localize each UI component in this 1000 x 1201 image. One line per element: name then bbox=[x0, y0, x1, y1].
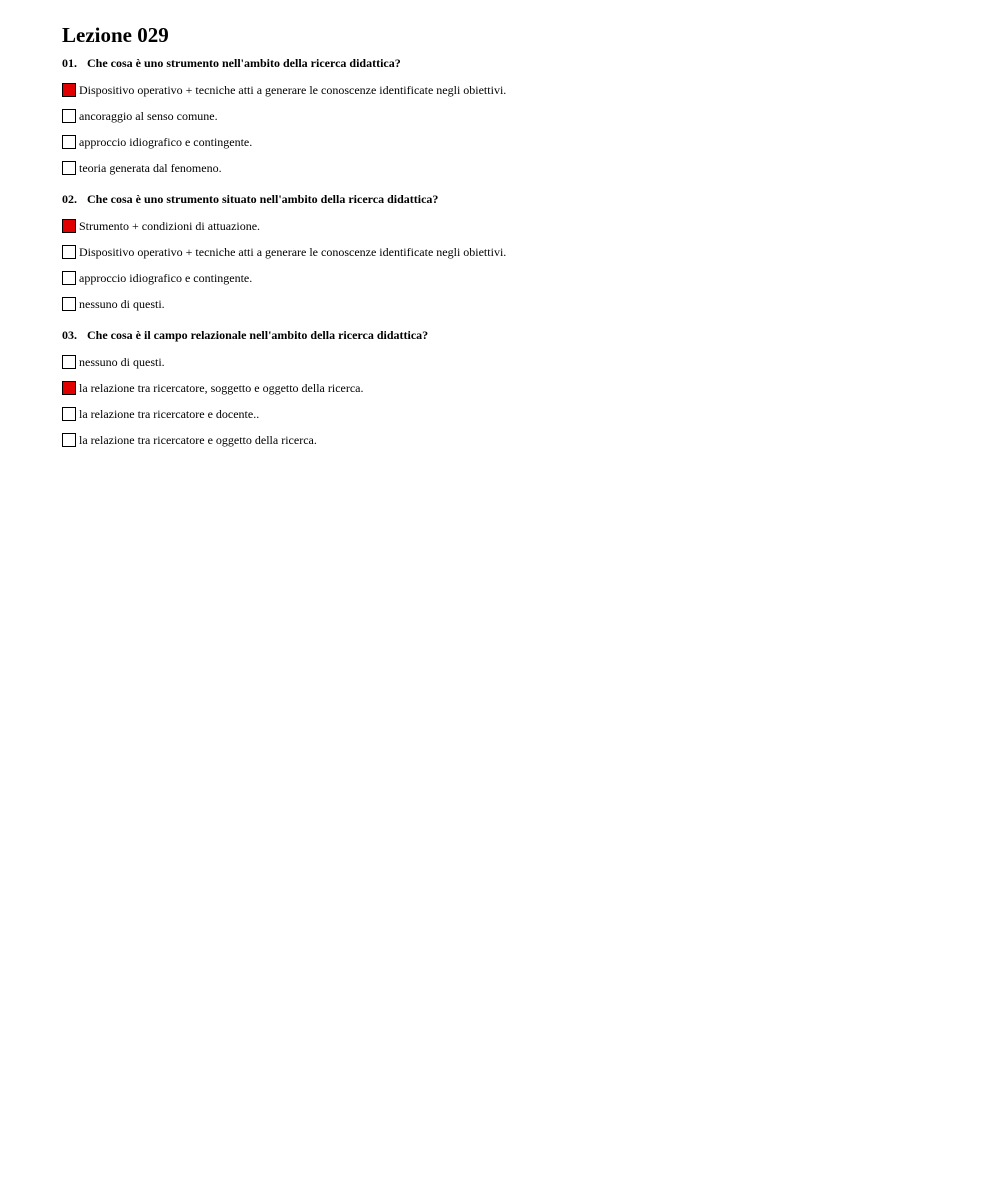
checkbox-icon[interactable] bbox=[62, 433, 76, 447]
answer-option[interactable] bbox=[62, 296, 962, 312]
question-header bbox=[62, 190, 962, 208]
answer-text: ancoraggio al senso comune. bbox=[79, 109, 218, 123]
checkbox-icon[interactable] bbox=[62, 245, 76, 259]
answer-text: approccio idiografico e contingente. bbox=[79, 271, 253, 285]
answer-text: Dispositivo operativo + tecniche atti a generare le conoscenze identificate negli obiettivi. bbox=[79, 245, 507, 259]
answer-option[interactable] bbox=[62, 380, 962, 396]
answer-text: la relazione tra ricercatore e docente.. bbox=[79, 407, 260, 421]
answer-text: Strumento + condizioni di attuazione. bbox=[79, 219, 261, 233]
checkbox-icon[interactable] bbox=[62, 83, 76, 97]
answer-option[interactable] bbox=[62, 218, 962, 234]
answer-option[interactable] bbox=[62, 108, 962, 124]
answer-text: Dispositivo operativo + tecniche atti a generare le conoscenze identificate negli obiettivi. bbox=[79, 83, 507, 97]
question-text: Che cosa è uno strumento nell'ambito della ricerca didattica? bbox=[87, 56, 401, 70]
question-number: 01. bbox=[62, 56, 77, 70]
checkbox-icon[interactable] bbox=[62, 109, 76, 123]
question-text: Che cosa è uno strumento situato nell'ambito della ricerca didattica? bbox=[87, 192, 439, 206]
checkbox-icon[interactable] bbox=[62, 219, 76, 233]
answer-option[interactable] bbox=[62, 406, 962, 422]
answer-text: la relazione tra ricercatore, soggetto e oggetto della ricerca. bbox=[79, 381, 364, 395]
question-header bbox=[62, 54, 962, 72]
answer-text: nessuno di questi. bbox=[79, 297, 165, 311]
checkbox-icon[interactable] bbox=[62, 135, 76, 149]
answer-option[interactable] bbox=[62, 134, 962, 150]
answer-option[interactable] bbox=[62, 244, 962, 260]
page-title: Lezione 029 bbox=[62, 23, 169, 47]
checkbox-icon[interactable] bbox=[62, 297, 76, 311]
answer-option[interactable] bbox=[62, 354, 962, 370]
question-number: 02. bbox=[62, 192, 77, 206]
question-text: Che cosa è il campo relazionale nell'ambito della ricerca didattica? bbox=[87, 328, 429, 342]
question-number: 03. bbox=[62, 328, 77, 342]
question-02 bbox=[62, 190, 962, 312]
question-01 bbox=[62, 54, 962, 176]
answer-option[interactable] bbox=[62, 160, 962, 176]
question-header bbox=[62, 326, 962, 344]
quiz-page bbox=[62, 22, 962, 448]
answer-text: la relazione tra ricercatore e oggetto della ricerca. bbox=[79, 433, 317, 447]
checkbox-icon[interactable] bbox=[62, 161, 76, 175]
answer-option[interactable] bbox=[62, 270, 962, 286]
question-03 bbox=[62, 326, 962, 448]
answer-option[interactable] bbox=[62, 82, 962, 98]
checkbox-icon[interactable] bbox=[62, 271, 76, 285]
checkbox-icon[interactable] bbox=[62, 407, 76, 421]
answer-text: teoria generata dal fenomeno. bbox=[79, 161, 222, 175]
answer-option[interactable] bbox=[62, 432, 962, 448]
answer-text: nessuno di questi. bbox=[79, 355, 165, 369]
checkbox-icon[interactable] bbox=[62, 381, 76, 395]
checkbox-icon[interactable] bbox=[62, 355, 76, 369]
answer-text: approccio idiografico e contingente. bbox=[79, 135, 253, 149]
